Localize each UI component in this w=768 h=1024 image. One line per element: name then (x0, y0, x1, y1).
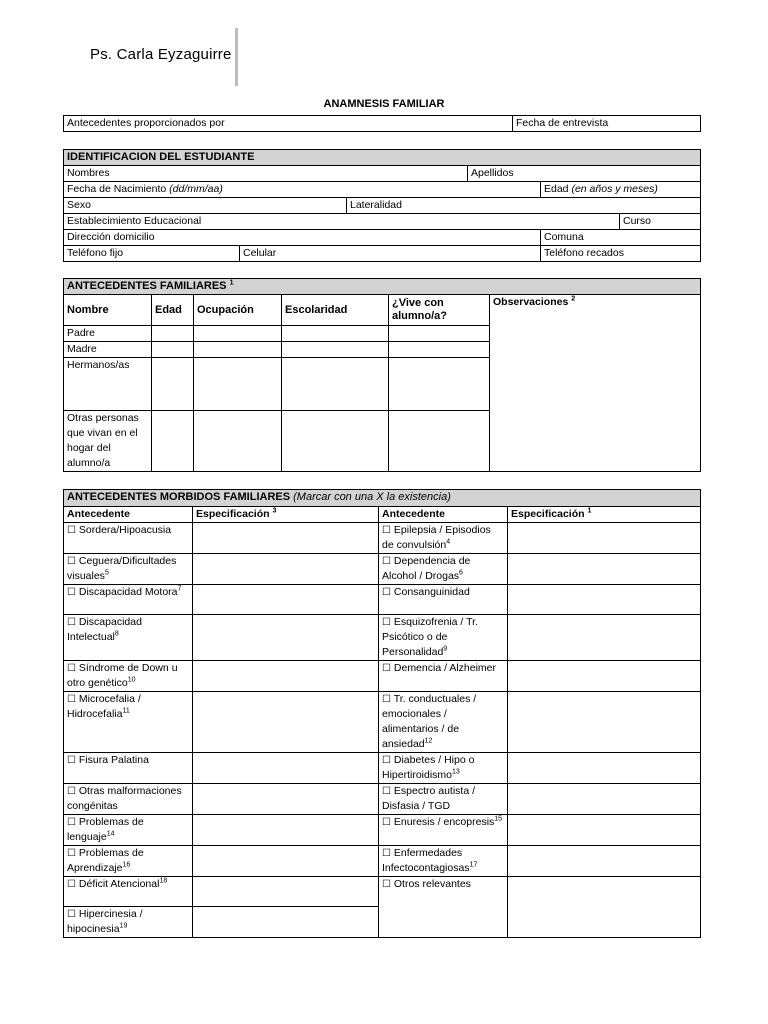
morbid-item[interactable]: ☐ Espectro autista / Disfasia / TGD (379, 784, 508, 815)
morbid-item[interactable]: ☐ Hipercinesia / hipocinesia$^{19}$ (64, 907, 193, 938)
spec-cell[interactable] (193, 523, 379, 554)
row-otras-personas: Otras personas que vivan en el hogar del alumno/a (64, 411, 152, 472)
identification-heading: IDENTIFICACION DEL ESTUDIANTE (64, 150, 701, 166)
sex-field[interactable]: Sexo (64, 198, 347, 214)
spec-cell[interactable] (508, 753, 701, 784)
morbid-item[interactable]: ☐ Esquizofrenia / Tr. Psicótico o de Personalidad$^9$ (379, 615, 508, 661)
cell[interactable] (282, 342, 389, 358)
author-name: Ps. Carla Eyzaguirre (90, 46, 232, 63)
checkbox-icon[interactable]: ☐ (382, 786, 391, 797)
cell[interactable] (389, 411, 490, 472)
observaciones-cell[interactable]: Observaciones $^2$ (490, 295, 701, 472)
morbid-item[interactable]: ☐ Ceguera/Dificultades visuales$^5$ (64, 554, 193, 585)
spec-cell[interactable] (508, 615, 701, 661)
cellphone-field[interactable]: Celular (240, 246, 541, 262)
spec-cell[interactable] (193, 784, 379, 815)
cell[interactable] (194, 358, 282, 411)
checkbox-icon[interactable]: ☐ (67, 525, 76, 536)
morbid-item[interactable]: ☐ Diabetes / Hipo o Hipertiroidismo$^{13}$ (379, 753, 508, 784)
spec-cell[interactable] (508, 661, 701, 692)
morbid-item[interactable]: ☐ Enuresis / encopresis$^{15}$ (379, 815, 508, 846)
morbid-item[interactable]: ☐ Discapacidad Motora$^7$ (64, 585, 193, 615)
spec-cell[interactable] (508, 815, 701, 846)
cell[interactable] (194, 342, 282, 358)
spec-cell[interactable] (508, 523, 701, 554)
col-vive-con: ¿Vive con alumno/a? (389, 295, 490, 326)
checkbox-icon[interactable]: ☐ (382, 617, 391, 628)
col-especificacion-right: Especificación $^1$ (508, 507, 701, 523)
morbid-item[interactable]: ☐ Consanguinidad (379, 585, 508, 615)
spec-cell[interactable] (508, 877, 701, 938)
spec-cell[interactable] (508, 784, 701, 815)
spec-cell[interactable] (508, 554, 701, 585)
cell[interactable] (389, 342, 490, 358)
checkbox-icon[interactable]: ☐ (382, 556, 391, 567)
source-table (63, 115, 701, 132)
checkbox-icon[interactable]: ☐ (382, 663, 391, 674)
morbid-item[interactable]: ☐ Dependencia de Alcohol / Drogas$^6$ (379, 554, 508, 585)
nombres-field[interactable]: Nombres (64, 166, 468, 182)
identification-table (63, 149, 701, 262)
row-hermanos: Hermanos/as (64, 358, 152, 411)
spec-cell[interactable] (193, 554, 379, 585)
col-escolaridad: Escolaridad (282, 295, 389, 326)
morbid-item[interactable]: ☐ Microcefalia / Hidrocefalia$^{11}$ (64, 692, 193, 753)
morbid-item[interactable]: ☐ Epilepsia / Episodios de convulsión$^4$ (379, 523, 508, 554)
phone-field[interactable]: Teléfono fijo (64, 246, 240, 262)
cell[interactable] (282, 326, 389, 342)
spec-cell[interactable] (193, 815, 379, 846)
comuna-field[interactable]: Comuna (541, 230, 701, 246)
cell[interactable] (152, 326, 194, 342)
checkbox-icon[interactable]: ☐ (382, 817, 391, 828)
header-divider (235, 28, 238, 86)
family-heading: ANTECEDENTES FAMILIARES $^1$ (64, 279, 701, 295)
checkbox-icon[interactable]: ☐ (67, 848, 76, 859)
morbid-item[interactable]: ☐ Fisura Palatina (64, 753, 193, 784)
checkbox-icon[interactable]: ☐ (67, 817, 76, 828)
checkbox-icon[interactable]: ☐ (67, 617, 76, 628)
cell[interactable] (152, 411, 194, 472)
birthdate-field[interactable]: Fecha de Nacimiento (dd/mm/aa) (64, 182, 541, 198)
apellidos-field[interactable]: Apellidos (468, 166, 701, 182)
spec-cell[interactable] (508, 585, 701, 615)
checkbox-icon[interactable]: ☐ (67, 663, 76, 674)
col-antecedente-right: Antecedente (379, 507, 508, 523)
cell[interactable] (282, 411, 389, 472)
morbid-item[interactable]: ☐ Problemas de lenguaje$^{14}$ (64, 815, 193, 846)
course-field[interactable]: Curso (620, 214, 701, 230)
morbid-item[interactable]: ☐ Discapacidad Intelectual$^8$ (64, 615, 193, 661)
morbid-item[interactable]: ☐ Enfermedades Infectocontagiosas$^{17}$ (379, 846, 508, 877)
checkbox-icon[interactable]: ☐ (67, 786, 76, 797)
spec-cell[interactable] (193, 585, 379, 615)
col-nombre: Nombre (64, 295, 152, 326)
morbid-heading: ANTECEDENTES MORBIDOS FAMILIARES (Marcar con una X la existencia) (64, 490, 701, 507)
document-title: ANAMNESIS FAMILIAR (323, 98, 445, 110)
checkbox-icon[interactable]: ☐ (382, 879, 391, 890)
col-especificacion-left: Especificación $^3$ (193, 507, 379, 523)
checkbox-icon[interactable]: ☐ (67, 755, 76, 766)
checkbox-icon[interactable]: ☐ (382, 587, 391, 598)
school-field[interactable]: Establecimiento Educacional (64, 214, 620, 230)
spec-cell[interactable] (508, 692, 701, 753)
morbid-item[interactable]: ☐ Síndrome de Down u otro genético$^{10}$ (64, 661, 193, 692)
morbid-item[interactable]: ☐ Sordera/Hipoacusia (64, 523, 193, 554)
age-field[interactable]: Edad (en años y meses) (541, 182, 701, 198)
checkbox-icon[interactable]: ☐ (382, 525, 391, 536)
cell[interactable] (152, 358, 194, 411)
interview-date-field[interactable]: Fecha de entrevista (513, 116, 701, 132)
address-field[interactable]: Dirección domicilio (64, 230, 541, 246)
checkbox-icon[interactable]: ☐ (67, 556, 76, 567)
morbid-item[interactable]: ☐ Problemas de Aprendizaje$^{16}$ (64, 846, 193, 877)
spec-cell[interactable] (193, 615, 379, 661)
cell[interactable] (389, 358, 490, 411)
checkbox-icon[interactable]: ☐ (382, 694, 391, 705)
checkbox-icon[interactable]: ☐ (67, 694, 76, 705)
message-phone-field[interactable]: Teléfono recados (541, 246, 701, 262)
col-ocupacion: Ocupación (194, 295, 282, 326)
row-madre: Madre (64, 342, 152, 358)
spec-cell[interactable] (193, 846, 379, 877)
col-antecedente-left: Antecedente (64, 507, 193, 523)
morbid-item[interactable]: ☐ Demencia / Alzheimer (379, 661, 508, 692)
checkbox-icon[interactable]: ☐ (67, 879, 76, 890)
cell[interactable] (152, 342, 194, 358)
col-edad: Edad (152, 295, 194, 326)
cell[interactable] (389, 326, 490, 342)
spec-cell[interactable] (193, 692, 379, 753)
morbid-table (63, 489, 701, 938)
spec-cell[interactable] (193, 753, 379, 784)
checkbox-icon[interactable]: ☐ (382, 848, 391, 859)
spec-cell[interactable] (193, 907, 379, 938)
morbid-item[interactable]: ☐ Déficit Atencional$^{18}$ (64, 877, 193, 907)
morbid-item[interactable]: ☐ Otros relevantes (379, 877, 508, 938)
cell[interactable] (194, 411, 282, 472)
morbid-item[interactable]: ☐ Otras malformaciones congénitas (64, 784, 193, 815)
laterality-field[interactable]: Lateralidad (347, 198, 701, 214)
family-table (63, 278, 701, 472)
checkbox-icon[interactable]: ☐ (67, 909, 76, 920)
row-padre: Padre (64, 326, 152, 342)
cell[interactable] (282, 358, 389, 411)
source-field[interactable]: Antecedentes proporcionados por (64, 116, 513, 132)
checkbox-icon[interactable]: ☐ (67, 587, 76, 598)
spec-cell[interactable] (193, 661, 379, 692)
checkbox-icon[interactable]: ☐ (382, 755, 391, 766)
spec-cell[interactable] (193, 877, 379, 907)
morbid-item[interactable]: ☐ Tr. conductuales / emocionales / alimentarios / de ansiedad$^{12}$ (379, 692, 508, 753)
cell[interactable] (194, 326, 282, 342)
spec-cell[interactable] (508, 846, 701, 877)
